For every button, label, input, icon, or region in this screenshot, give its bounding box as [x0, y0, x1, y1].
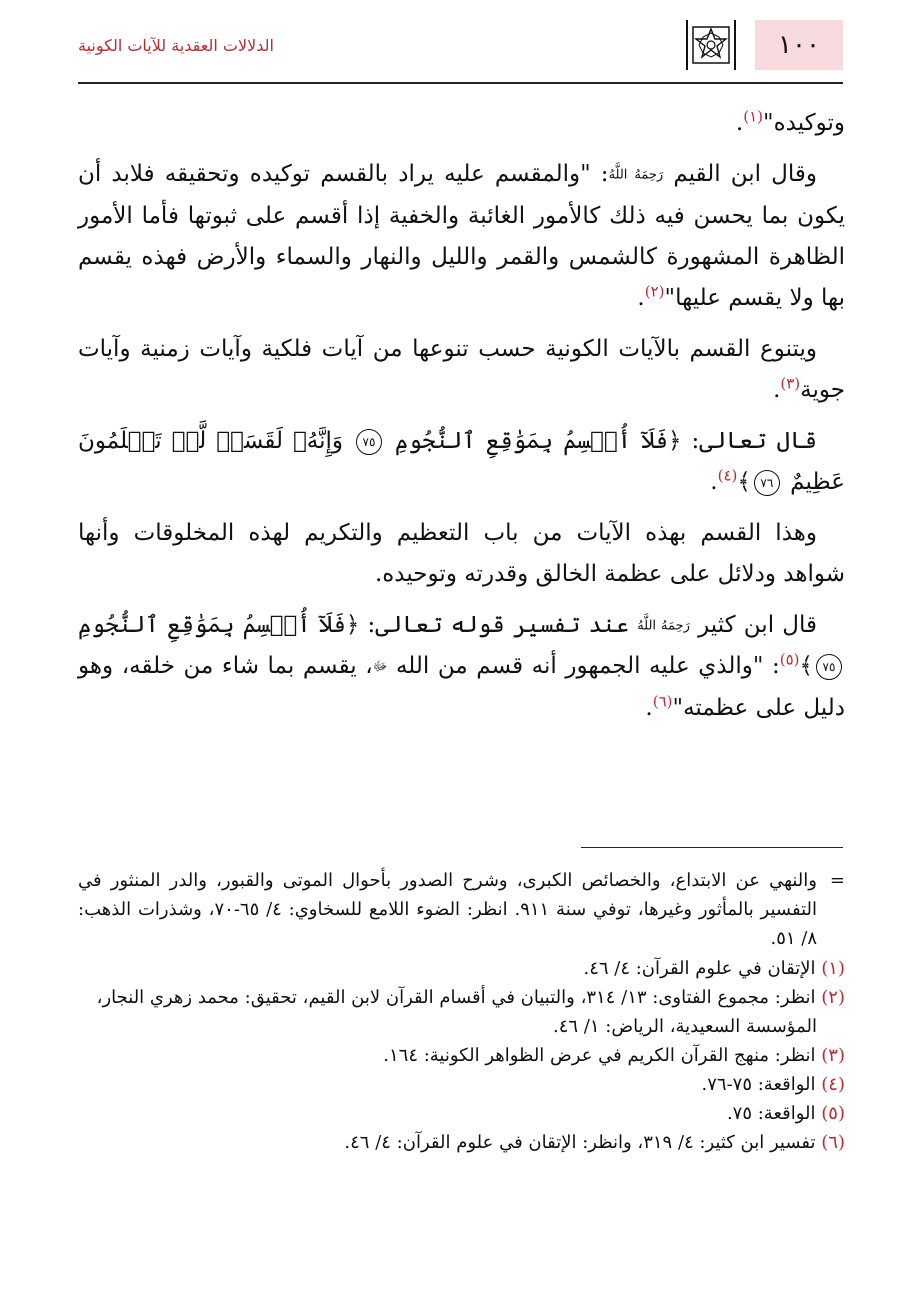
footnote-text: الواقعة: ٧٥-٧٦. [701, 1074, 816, 1095]
footnote-ref-1[interactable]: (١) [743, 107, 764, 126]
footnote-divider [581, 847, 843, 848]
paragraph-1-text: وتوكيده" [763, 110, 845, 136]
footnote-1 [78, 954, 845, 983]
quran-verse-75: ﴿فَلَآ أُقۡسِمُ بِمَوَٰقِعِ ٱلنُّجُومِ [394, 427, 682, 454]
footnote-4 [78, 1070, 845, 1099]
footnote-number: (٥) [821, 1103, 845, 1124]
paragraph-2-lead: وقال ابن القيم [673, 161, 817, 187]
paragraph-5 [78, 513, 845, 595]
main-text [78, 103, 845, 739]
footnote-2 [78, 983, 845, 1041]
paragraph-6-quote-a: : "والذي عليه الجمهور أنه قسم من الله [395, 653, 780, 679]
paragraph-1-tail: . [735, 110, 744, 136]
paragraph-4-lead: قال تعالى: [691, 427, 818, 454]
footnote-ref-6[interactable]: (٦) [652, 691, 673, 710]
page-number-text: ١٠٠ [778, 30, 820, 60]
running-title: الدلالات العقدية للآيات الكونية [78, 36, 274, 55]
paragraph-5-text: وهذا القسم بهذه الآيات من باب التعظيم والتكريم لهذه المخلوقات وأنها شواهد ودلائل على عظمة الخالق وقدرته وتوحيده. [78, 519, 845, 587]
paragraph-2-text: : "والمقسم عليه يراد بالقسم توكيده وتحقيقه فلابد أن يكون بما يحسن فيه ذلك كالأمور الغائبة والخفية إذا أقسم على ثبوتها فأما الأمور الظاهرة المشهورة كالشمس والقمر والليل والنهار والسماء والأرض فهذه يقسم بها ولا يقسم عليها" [78, 161, 845, 311]
continuation-mark: = [829, 870, 845, 891]
paragraph-6-tail: . [645, 694, 653, 721]
footnote-text: تفسير ابن كثير: ٤/ ٣١٩، وانظر: الإتقان في علوم القرآن: ٤/ ٤٦. [344, 1132, 816, 1153]
footnote-number: (٢) [821, 987, 845, 1008]
honorific-glyph: رَحِمَهُ اللَّهُ [637, 618, 690, 633]
quran-verse-75-repeat: ﴿فَلَآ أُقۡسِمُ بِمَوَٰقِعِ ٱلنُّجُومِ [78, 611, 360, 638]
footnote-text: الواقعة: ٧٥. [726, 1103, 816, 1124]
footnote-text: الإتقان في علوم القرآن: ٤/ ٤٦. [583, 958, 816, 979]
paragraph-6-mid: عند تفسير قوله تعالى: [367, 611, 629, 638]
quran-close-bracket: ﴾ [737, 468, 751, 495]
quran-close-bracket: ﴾ [799, 653, 813, 679]
paragraph-1 [78, 103, 845, 144]
paragraph-3 [78, 329, 845, 411]
paragraph-3-text: ويتنوع القسم بالآيات الكونية حسب تنوعها من آيات فلكية وآيات زمنية وآيات جوية [78, 335, 845, 403]
footnotes [78, 866, 845, 1157]
footnote-5 [78, 1099, 845, 1128]
honorific-glyph: رَحِمَهُ اللَّهُ [608, 167, 664, 183]
paragraph-2 [78, 154, 845, 319]
ayah-marker-icon: ٧٥ [816, 654, 842, 680]
paragraph-3-tail: . [773, 376, 781, 403]
paragraph-4-quran [78, 421, 845, 503]
paragraph-6-lead: قال ابن كثير [698, 611, 817, 638]
footnote-continuation [78, 866, 845, 953]
footnote-number: (٦) [821, 1132, 845, 1153]
paragraph-6-quote-b: ، يقسم بما شاء من خلقه، وهو دليل على عظمته" [78, 653, 845, 721]
page-number [755, 20, 843, 70]
header-divider [78, 82, 843, 84]
footnote-text: انظر: منهج القرآن الكريم في عرض الظواهر الكونية: ١٦٤. [383, 1045, 816, 1066]
ayah-marker-icon: ٧٦ [754, 470, 780, 496]
footnote-ref-3[interactable]: (٣) [780, 373, 801, 392]
footnote-text: انظر: مجموع الفتاوى: ١٣/ ٣١٤، والتبيان في أقسام القرآن لابن القيم، تحقيق: محمد زهري النجار، المؤسسة السعيدية، الرياض: ١/ ٤٦. [96, 987, 817, 1037]
footnote-ref-5[interactable]: (٥) [779, 650, 800, 669]
paragraph-4-tail: . [710, 468, 718, 495]
footnote-continuation-text: والنهي عن الابتداع، والخصائص الكبرى، وشرح الصدور بأحوال الموتى والقبور، والدر المنثور في التفسير بالمأثور وغيرها، توفي سنة ٩١١. انظر: الضوء اللامع للسخاوي: ٤/ ٦٥-٧٠، وشذرات الذهب: ٨/ ٥١. [78, 870, 817, 949]
footnote-ref-2[interactable]: (٢) [644, 281, 665, 300]
quran-verse-76: وَإِنَّهُۥ لَقَسَمٞ لَّوۡ تَعۡلَمُونَ عَظِيمٌ [78, 427, 845, 495]
footnote-number: (٣) [821, 1045, 845, 1066]
decorative-star-frame-icon [686, 20, 736, 70]
footnote-6 [78, 1128, 845, 1157]
footnote-3 [78, 1041, 845, 1070]
ayah-marker-icon: ٧٥ [356, 429, 382, 455]
paragraph-2-tail: . [637, 284, 645, 311]
footnote-ref-4[interactable]: (٤) [717, 465, 738, 484]
footnote-number: (٤) [821, 1074, 845, 1095]
footnote-number: (١) [821, 958, 845, 979]
honorific-glyph: ﷻ [372, 659, 388, 675]
paragraph-6 [78, 605, 845, 729]
